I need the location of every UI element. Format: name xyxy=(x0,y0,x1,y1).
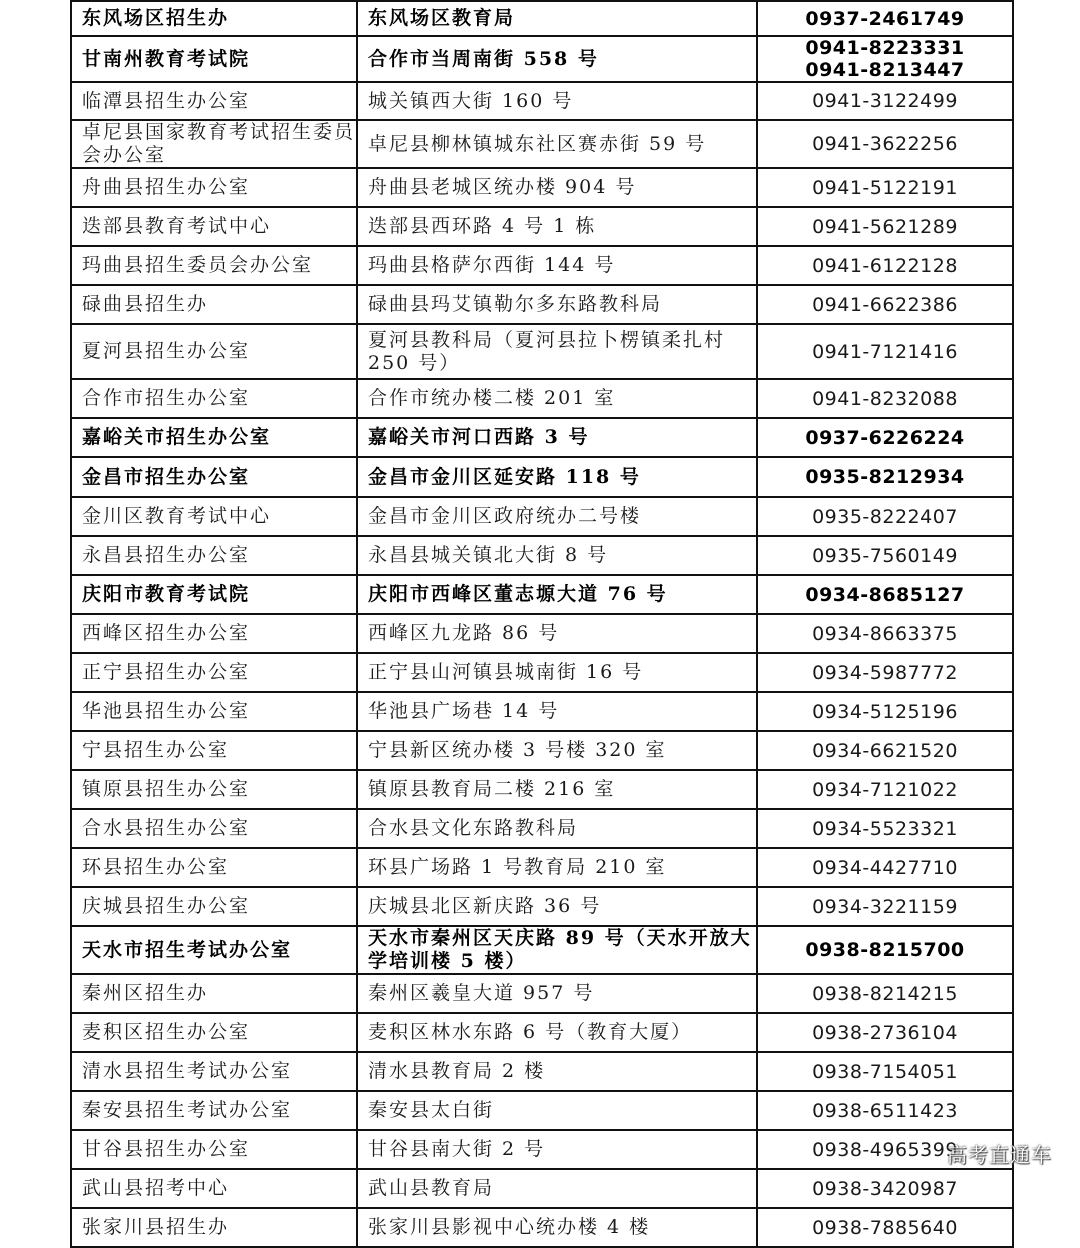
phone-cell xyxy=(757,36,1013,82)
table-row xyxy=(71,887,1013,926)
phone-number: 0938-4965399 xyxy=(812,1138,958,1161)
office-name-cell: 合作市招生办公室 xyxy=(71,379,357,418)
phone-number: 0941-7121416 xyxy=(812,340,958,363)
office-name-cell: 正宁县招生办公室 xyxy=(71,653,357,692)
phone-cell xyxy=(757,207,1013,246)
table-row xyxy=(71,536,1013,575)
table-row xyxy=(71,1013,1013,1052)
office-name-cell: 嘉峪关市招生办公室 xyxy=(71,418,357,457)
office-name-cell: 秦州区招生办 xyxy=(71,974,357,1013)
phone-cell xyxy=(757,887,1013,926)
address-cell: 夏河县教科局（夏河县拉卜楞镇柔扎村 250 号） xyxy=(357,324,757,379)
address-cell: 卓尼县柳林镇城东社区赛赤街 59 号 xyxy=(357,120,757,168)
phone-number: 0941-8223331 xyxy=(805,37,965,59)
address-cell: 舟曲县老城区统办楼 904 号 xyxy=(357,168,757,207)
office-name-cell: 清水县招生考试办公室 xyxy=(71,1052,357,1091)
address-cell: 西峰区九龙路 86 号 xyxy=(357,614,757,653)
phone-number: 0934-5523321 xyxy=(812,817,958,840)
phone-cell xyxy=(757,926,1013,974)
contacts-table xyxy=(70,0,1014,1248)
phone-number: 0938-2736104 xyxy=(812,1021,958,1044)
address-cell: 庆城县北区新庆路 36 号 xyxy=(357,887,757,926)
table-row xyxy=(71,379,1013,418)
address-cell: 合作市当周南街 558 号 xyxy=(357,36,757,82)
office-name-cell: 玛曲县招生委员会办公室 xyxy=(71,246,357,285)
address-cell: 碌曲县玛艾镇勒尔多东路教科局 xyxy=(357,285,757,324)
office-name-cell: 东风场区招生办 xyxy=(71,1,357,36)
office-name-cell: 麦积区招生办公室 xyxy=(71,1013,357,1052)
phone-number: 0937-2461749 xyxy=(805,7,965,30)
phone-number: 0941-5122191 xyxy=(812,176,958,199)
phone-cell xyxy=(757,1013,1013,1052)
phone-number: 0941-8232088 xyxy=(812,387,958,410)
office-name-cell: 华池县招生办公室 xyxy=(71,692,357,731)
address-cell: 天水市秦州区天庆路 89 号（天水开放大学培训楼 5 楼） xyxy=(357,926,757,974)
phone-number: 0934-6621520 xyxy=(812,739,958,762)
phone-number: 0935-7560149 xyxy=(812,544,958,567)
address-cell: 迭部县西环路 4 号 1 栋 xyxy=(357,207,757,246)
table-row xyxy=(71,324,1013,379)
phone-cell xyxy=(757,497,1013,536)
phone-cell xyxy=(757,1169,1013,1208)
phone-cell xyxy=(757,692,1013,731)
table-row xyxy=(71,1091,1013,1130)
phone-cell xyxy=(757,1,1013,36)
address-cell: 甘谷县南大街 2 号 xyxy=(357,1130,757,1169)
table-row xyxy=(71,809,1013,848)
office-name-cell: 天水市招生考试办公室 xyxy=(71,926,357,974)
phone-number: 0938-6511423 xyxy=(812,1099,958,1122)
office-name-cell: 宁县招生办公室 xyxy=(71,731,357,770)
office-name-cell: 甘南州教育考试院 xyxy=(71,36,357,82)
table-body xyxy=(71,1,1013,1247)
phone-cell xyxy=(757,457,1013,497)
office-name-cell: 卓尼县国家教育考试招生委员会办公室 xyxy=(71,120,357,168)
phone-number: 0938-3420987 xyxy=(812,1177,958,1200)
table-row xyxy=(71,1169,1013,1208)
table-row xyxy=(71,1208,1013,1247)
table-row xyxy=(71,246,1013,285)
phone-number: 0941-5621289 xyxy=(812,215,958,238)
phone-cell xyxy=(757,653,1013,692)
office-name-cell: 金昌市招生办公室 xyxy=(71,457,357,497)
office-name-cell: 合水县招生办公室 xyxy=(71,809,357,848)
office-name-cell: 张家川县招生办 xyxy=(71,1208,357,1247)
phone-cell xyxy=(757,246,1013,285)
address-cell: 永昌县城关镇北大街 8 号 xyxy=(357,536,757,575)
phone-cell xyxy=(757,418,1013,457)
office-name-cell: 迭部县教育考试中心 xyxy=(71,207,357,246)
phone-cell xyxy=(757,575,1013,614)
office-name-cell: 碌曲县招生办 xyxy=(71,285,357,324)
phone-cell xyxy=(757,974,1013,1013)
table-row xyxy=(71,926,1013,974)
table-row xyxy=(71,653,1013,692)
table-row xyxy=(71,1052,1013,1091)
phone-cell xyxy=(757,731,1013,770)
address-cell: 武山县教育局 xyxy=(357,1169,757,1208)
address-cell: 环县广场路 1 号教育局 210 室 xyxy=(357,848,757,887)
address-cell: 清水县教育局 2 楼 xyxy=(357,1052,757,1091)
phone-number: 0934-5125196 xyxy=(812,700,958,723)
phone-cell xyxy=(757,770,1013,809)
table-row xyxy=(71,168,1013,207)
phone-number: 0934-7121022 xyxy=(812,778,958,801)
table-row xyxy=(71,36,1013,82)
table-row xyxy=(71,457,1013,497)
phone-number: 0941-8213447 xyxy=(805,59,965,81)
table-row xyxy=(71,614,1013,653)
address-cell: 秦安县太白街 xyxy=(357,1091,757,1130)
phone-cell xyxy=(757,379,1013,418)
address-cell: 金昌市金川区政府统办二号楼 xyxy=(357,497,757,536)
table-row xyxy=(71,285,1013,324)
phone-cell xyxy=(757,285,1013,324)
address-cell: 合水县文化东路教科局 xyxy=(357,809,757,848)
address-cell: 城关镇西大街 160 号 xyxy=(357,82,757,120)
address-cell: 东风场区教育局 xyxy=(357,1,757,36)
phone-cell xyxy=(757,120,1013,168)
office-name-cell: 镇原县招生办公室 xyxy=(71,770,357,809)
address-cell: 华池县广场巷 14 号 xyxy=(357,692,757,731)
office-name-cell: 秦安县招生考试办公室 xyxy=(71,1091,357,1130)
address-cell: 嘉峪关市河口西路 3 号 xyxy=(357,418,757,457)
phone-number: 0934-5987772 xyxy=(812,661,958,684)
address-cell: 麦积区林水东路 6 号（教育大厦） xyxy=(357,1013,757,1052)
table-row xyxy=(71,731,1013,770)
office-name-cell: 甘谷县招生办公室 xyxy=(71,1130,357,1169)
address-cell: 玛曲县格萨尔西街 144 号 xyxy=(357,246,757,285)
table-row xyxy=(71,82,1013,120)
table-row xyxy=(71,207,1013,246)
table-row xyxy=(71,848,1013,887)
table-row xyxy=(71,974,1013,1013)
phone-number: 0935-8222407 xyxy=(812,505,958,528)
table-row xyxy=(71,1,1013,36)
phone-cell xyxy=(757,168,1013,207)
office-name-cell: 环县招生办公室 xyxy=(71,848,357,887)
address-cell: 庆阳市西峰区董志塬大道 76 号 xyxy=(357,575,757,614)
address-cell: 宁县新区统办楼 3 号楼 320 室 xyxy=(357,731,757,770)
phone-cell xyxy=(757,82,1013,120)
table-row xyxy=(71,497,1013,536)
office-name-cell: 庆阳市教育考试院 xyxy=(71,575,357,614)
phone-number: 0938-8214215 xyxy=(812,982,958,1005)
phone-number: 0941-6122128 xyxy=(812,254,958,277)
phone-cell xyxy=(757,536,1013,575)
address-cell: 金昌市金川区延安路 118 号 xyxy=(357,457,757,497)
office-name-cell: 夏河县招生办公室 xyxy=(71,324,357,379)
phone-cell xyxy=(757,1208,1013,1247)
phone-number: 0938-7154051 xyxy=(812,1060,958,1083)
office-name-cell: 庆城县招生办公室 xyxy=(71,887,357,926)
phone-number: 0941-3122499 xyxy=(812,90,958,112)
address-cell: 合作市统办楼二楼 201 室 xyxy=(357,379,757,418)
table-row xyxy=(71,770,1013,809)
office-name-cell: 临潭县招生办公室 xyxy=(71,82,357,120)
address-cell: 正宁县山河镇县城南街 16 号 xyxy=(357,653,757,692)
table-row xyxy=(71,1130,1013,1169)
phone-cell xyxy=(757,1052,1013,1091)
table-row xyxy=(71,120,1013,168)
office-name-cell: 武山县招考中心 xyxy=(71,1169,357,1208)
address-cell: 秦州区羲皇大道 957 号 xyxy=(357,974,757,1013)
address-cell: 镇原县教育局二楼 216 室 xyxy=(357,770,757,809)
phone-number: 0941-6622386 xyxy=(812,293,958,316)
phone-number: 0938-7885640 xyxy=(812,1216,958,1239)
phone-number: 0934-4427710 xyxy=(812,856,958,879)
phone-cell xyxy=(757,614,1013,653)
watermark: 高考直通车 xyxy=(947,1143,1052,1167)
office-name-cell: 舟曲县招生办公室 xyxy=(71,168,357,207)
office-name-cell: 永昌县招生办公室 xyxy=(71,536,357,575)
table-row xyxy=(71,575,1013,614)
phone-number: 0937-6226224 xyxy=(805,426,965,449)
office-name-cell: 金川区教育考试中心 xyxy=(71,497,357,536)
address-cell: 张家川县影视中心统办楼 4 楼 xyxy=(357,1208,757,1247)
phone-number: 0934-8685127 xyxy=(805,583,965,606)
phone-number: 0934-8663375 xyxy=(812,622,958,645)
phone-number: 0938-8215700 xyxy=(805,939,965,961)
phone-cell xyxy=(757,848,1013,887)
table-row xyxy=(71,692,1013,731)
phone-number: 0935-8212934 xyxy=(805,466,965,488)
table-row xyxy=(71,418,1013,457)
phone-number: 0941-3622256 xyxy=(812,133,958,155)
phone-number: 0934-3221159 xyxy=(812,895,958,918)
phone-cell xyxy=(757,324,1013,379)
phone-cell xyxy=(757,1091,1013,1130)
phone-cell xyxy=(757,809,1013,848)
office-name-cell: 西峰区招生办公室 xyxy=(71,614,357,653)
